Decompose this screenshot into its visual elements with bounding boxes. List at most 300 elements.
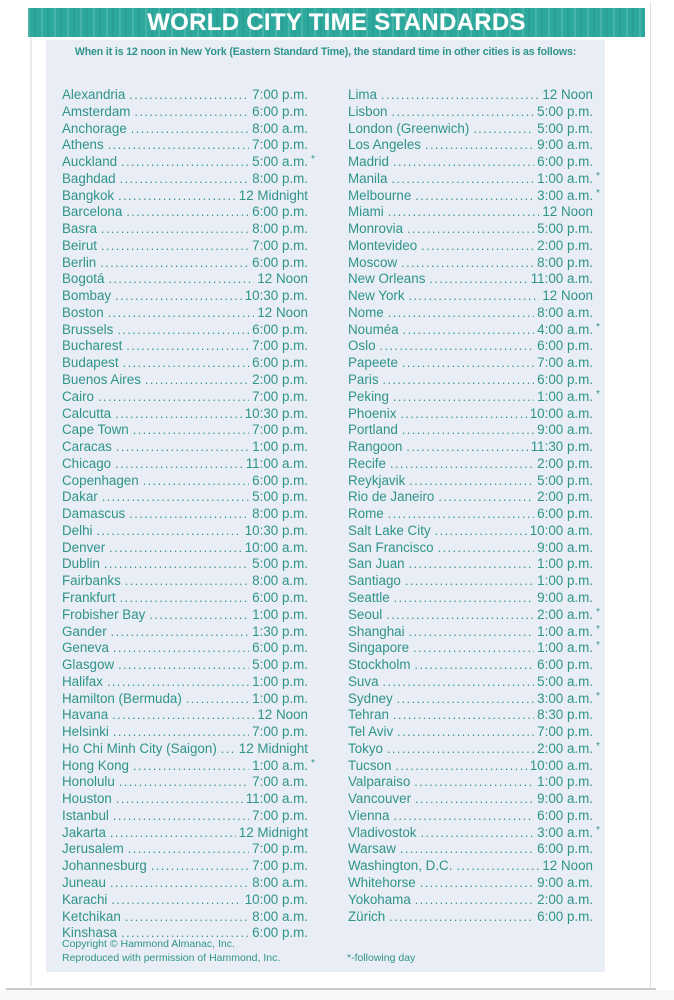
time-row: [348, 590, 603, 607]
time-row: [62, 154, 318, 171]
time-row: [62, 691, 318, 708]
dot-leader: [101, 221, 249, 236]
time-row: [62, 473, 318, 490]
dot-leader: [409, 556, 535, 571]
time-row: [62, 221, 318, 238]
dot-leader: [391, 171, 534, 186]
city-name: San Francisco: [348, 539, 434, 555]
dot-leader: [393, 808, 534, 823]
time-value: 2:00 a.m.: [537, 606, 593, 622]
city-name: Peking: [348, 388, 389, 404]
city-name: Denver: [62, 539, 106, 555]
dot-leader: [108, 271, 254, 286]
dot-leader: [388, 506, 534, 521]
time-row: [62, 288, 318, 305]
time-value: 11:00 a.m.: [245, 791, 308, 807]
dot-leader: [100, 255, 249, 270]
dot-leader: [400, 406, 526, 421]
time-row: [348, 338, 603, 355]
time-value: 8:00 p.m.: [252, 170, 308, 186]
time-row: [348, 540, 603, 557]
content-panel: [46, 40, 605, 972]
time-value: 9:00 a.m.: [537, 791, 593, 807]
dot-leader: [395, 758, 526, 773]
city-name: Berlin: [62, 254, 97, 270]
time-row: [348, 188, 603, 205]
time-row: [348, 137, 603, 154]
time-row: [348, 909, 603, 926]
dot-leader: [420, 825, 534, 840]
time-row: [348, 758, 603, 775]
time-value: 5:00 p.m.: [537, 120, 593, 136]
time-row: [62, 624, 318, 641]
time-row: [62, 707, 318, 724]
city-name: Nome: [348, 304, 384, 320]
next-day-marker: *: [596, 690, 600, 702]
time-value: 6:00 p.m.: [252, 103, 308, 119]
time-row: [62, 808, 318, 825]
time-value: 6:00 p.m.: [537, 908, 593, 924]
time-row: [62, 389, 318, 406]
time-row: [62, 506, 318, 523]
city-name: Stockholm: [348, 657, 411, 673]
city-name: Frobisher Bay: [62, 606, 146, 622]
city-name: Houston: [62, 791, 112, 807]
city-name: Honolulu: [62, 774, 115, 790]
time-row: [348, 489, 603, 506]
time-value: 8:00 a.m.: [252, 120, 308, 136]
dot-leader: [425, 137, 534, 152]
time-value: 12 Midnight: [238, 824, 308, 840]
dot-leader: [133, 758, 249, 773]
dot-leader: [101, 238, 249, 253]
time-value: 1:00 p.m.: [537, 573, 593, 589]
time-value: 12 Noon: [257, 271, 308, 287]
time-value: 4:00 a.m.: [537, 321, 593, 337]
city-name: Lima: [348, 87, 378, 102]
time-value: 1:00 p.m.: [252, 673, 308, 689]
next-day-marker: *: [596, 187, 600, 199]
city-name: Manila: [348, 170, 388, 186]
time-row: [348, 657, 603, 674]
dot-leader: [119, 774, 249, 789]
time-row: [62, 523, 318, 540]
city-name: Boston: [62, 304, 104, 320]
city-name: Vienna: [348, 807, 390, 823]
time-row: [348, 238, 603, 255]
dot-leader: [381, 87, 539, 102]
time-row: [348, 305, 603, 322]
dot-leader: [402, 355, 534, 370]
city-name: London (Greenwich): [348, 120, 470, 136]
time-value: 9:00 a.m.: [537, 874, 593, 890]
dot-leader: [394, 590, 534, 605]
time-value: 7:00 p.m.: [252, 338, 308, 354]
city-name: Kinshasa: [62, 925, 118, 941]
time-value: 7:00 p.m.: [252, 388, 308, 404]
dot-leader: [388, 305, 534, 320]
time-row: [62, 875, 318, 892]
time-value: 12 Noon: [257, 304, 308, 320]
time-row: [348, 741, 603, 758]
dot-leader: [118, 188, 236, 203]
time-value: 7:00 a.m.: [252, 774, 308, 790]
dot-leader: [125, 909, 249, 924]
time-value: 5:00 p.m.: [537, 221, 593, 237]
time-row: [348, 858, 603, 875]
time-value: 8:00 p.m.: [537, 254, 593, 270]
time-row: [62, 841, 318, 858]
city-name: Chicago: [62, 455, 112, 471]
time-value: 11:30 p.m.: [530, 439, 593, 455]
next-day-marker: *: [596, 388, 600, 400]
dot-leader: [115, 456, 243, 471]
time-row: [348, 691, 603, 708]
dot-leader: [406, 439, 527, 454]
city-name: Copenhagen: [62, 472, 139, 488]
time-row: [348, 221, 603, 238]
dot-leader: [97, 523, 242, 538]
intro-line: When it is 12 noon in New York (Eastern Standard Time), the standard time in other cities is as follows:: [74, 46, 577, 58]
time-row: [62, 724, 318, 741]
time-value: 3:00 a.m.: [537, 824, 593, 840]
dot-leader: [397, 691, 535, 706]
time-row: [348, 875, 603, 892]
dot-leader: [409, 288, 540, 303]
city-name: Baghdad: [62, 170, 116, 186]
time-value: 6:00 p.m.: [537, 657, 593, 673]
time-value: 3:00 a.m.: [537, 690, 593, 706]
time-value: 2:00 a.m.: [537, 740, 593, 756]
dot-leader: [118, 657, 249, 672]
city-name: Geneva: [62, 640, 109, 656]
time-row: [62, 271, 318, 288]
city-name: Halifax: [62, 673, 103, 689]
dot-leader: [401, 255, 534, 270]
next-day-marker: *: [596, 623, 600, 635]
time-row: [62, 540, 318, 557]
time-row: [62, 657, 318, 674]
time-value: 1:00 p.m.: [252, 690, 308, 706]
time-value: 1:00 a.m.: [537, 623, 593, 639]
dot-leader: [113, 724, 249, 739]
dot-leader: [421, 238, 534, 253]
time-row: [348, 87, 603, 104]
dot-leader: [149, 607, 249, 622]
dot-leader: [145, 372, 249, 387]
dot-leader: [117, 322, 249, 337]
time-row: [62, 674, 318, 691]
time-value: 2:00 p.m.: [537, 237, 593, 253]
city-name: Ho Chi Minh City (Saigon): [62, 740, 217, 756]
city-name: Phoenix: [348, 405, 397, 421]
time-row: [62, 892, 318, 909]
city-name: Budapest: [62, 355, 119, 371]
city-name: New York: [348, 288, 405, 304]
dot-leader: [111, 892, 241, 907]
city-name: Tehran: [348, 707, 389, 723]
city-name: Buenos Aires: [62, 372, 141, 388]
dot-leader: [407, 221, 534, 236]
time-value: 10:00 a.m.: [529, 405, 593, 421]
city-name: Vladivostok: [348, 824, 417, 840]
time-row: [348, 774, 603, 791]
copyright-line-2: Reproduced with permission of Hammond, Inc.: [62, 951, 281, 964]
city-name: Hong Kong: [62, 757, 130, 773]
time-row: [348, 573, 603, 590]
dot-leader: [151, 858, 249, 873]
city-name: Karachi: [62, 891, 108, 907]
dot-leader: [113, 808, 249, 823]
city-name: Gander: [62, 623, 107, 639]
city-name: Juneau: [62, 874, 106, 890]
time-row: [348, 439, 603, 456]
city-name: Tokyo: [348, 740, 383, 756]
scan-background: [0, 990, 674, 1000]
city-name: Suva: [348, 673, 379, 689]
time-row: [62, 305, 318, 322]
time-value: 2:00 a.m.: [537, 891, 593, 907]
city-name: Montevideo: [348, 237, 418, 253]
copyright-notice: [62, 938, 280, 965]
time-value: 8:00 a.m.: [252, 874, 308, 890]
time-value: 12 Noon: [542, 858, 593, 874]
time-row: [62, 406, 318, 423]
dot-leader: [143, 473, 249, 488]
city-name: Istanbul: [62, 807, 109, 823]
city-name: Amsterdam: [62, 103, 131, 119]
time-row: [62, 573, 318, 590]
city-name: Delhi: [62, 522, 93, 538]
time-row: [62, 121, 318, 138]
next-day-marker: *: [596, 321, 600, 333]
time-value: 10:30 p.m.: [244, 522, 308, 538]
time-value: 6:00 p.m.: [252, 204, 308, 220]
city-name: Sydney: [348, 690, 393, 706]
dot-leader: [112, 707, 254, 722]
city-name: San Juan: [348, 556, 405, 572]
city-name: New Orleans: [348, 271, 426, 287]
time-row: [348, 556, 603, 573]
dot-leader: [131, 121, 249, 136]
dot-leader: [438, 489, 534, 504]
time-row: [348, 791, 603, 808]
city-name: Nouméa: [348, 321, 399, 337]
city-name: Bangkok: [62, 187, 115, 203]
time-value: 1:00 a.m.: [537, 388, 593, 404]
time-value: 12 Noon: [542, 204, 593, 220]
time-row: [62, 104, 318, 121]
time-value: 5:00 p.m.: [537, 103, 593, 119]
dot-leader: [107, 674, 249, 689]
dot-leader: [390, 456, 534, 471]
time-row: [348, 841, 603, 858]
city-name: Madrid: [348, 154, 389, 170]
time-row: [348, 422, 603, 439]
city-name: Anchorage: [62, 120, 127, 136]
dot-leader: [435, 523, 527, 538]
city-name: Valparaiso: [348, 774, 411, 790]
time-value: 8:00 p.m.: [252, 221, 308, 237]
time-row: [348, 707, 603, 724]
time-value: 6:00 p.m.: [537, 506, 593, 522]
dot-leader: [108, 305, 255, 320]
dot-leader: [126, 204, 249, 219]
city-name: Santiago: [348, 573, 401, 589]
dot-leader: [393, 389, 534, 404]
dot-leader: [415, 892, 534, 907]
time-row: [348, 121, 603, 138]
time-value: 12 Noon: [542, 87, 593, 102]
city-name: Moscow: [348, 254, 398, 270]
city-name: Tel Aviv: [348, 724, 394, 740]
dot-leader: [389, 909, 534, 924]
time-value: 10:00 a.m.: [529, 757, 593, 773]
dot-leader: [388, 204, 540, 219]
time-row: [62, 556, 318, 573]
dot-leader: [391, 104, 534, 119]
time-row: [62, 640, 318, 657]
time-row: [348, 825, 603, 842]
time-value: 6:00 p.m.: [252, 355, 308, 371]
time-row: [348, 640, 603, 657]
city-name: Dublin: [62, 556, 100, 572]
dot-leader: [104, 556, 249, 571]
time-value: 7:00 p.m.: [252, 87, 308, 102]
time-row: [348, 473, 603, 490]
dot-leader: [386, 607, 534, 622]
time-row: [348, 523, 603, 540]
city-name: Calcutta: [62, 405, 112, 421]
city-name: Frankfurt: [62, 589, 116, 605]
city-name: Papeete: [348, 355, 398, 371]
dot-leader: [393, 154, 534, 169]
city-name: Shanghai: [348, 623, 405, 639]
time-row: [62, 188, 318, 205]
time-row: [62, 338, 318, 355]
page-edge-right: [650, 2, 651, 988]
time-value: 6:00 p.m.: [252, 472, 308, 488]
dot-leader: [116, 791, 243, 806]
time-value: 12 Noon: [257, 707, 308, 723]
time-value: 6:00 p.m.: [537, 154, 593, 170]
time-row: [62, 825, 318, 842]
city-name: Lisbon: [348, 103, 388, 119]
dot-leader: [115, 288, 242, 303]
dot-leader: [125, 573, 249, 588]
time-row: [348, 506, 603, 523]
city-name: Bucharest: [62, 338, 123, 354]
next-day-marker: *: [596, 640, 600, 652]
city-name: Damascus: [62, 506, 126, 522]
time-row: [348, 255, 603, 272]
time-value: 1:00 p.m.: [252, 439, 308, 455]
city-name: Seattle: [348, 589, 390, 605]
city-name: Cape Town: [62, 422, 129, 438]
time-row: [348, 808, 603, 825]
time-row: [62, 87, 318, 104]
dot-leader: [221, 741, 236, 756]
city-name: Rio de Janeiro: [348, 489, 435, 505]
dot-leader: [415, 791, 534, 806]
city-name: Recife: [348, 455, 386, 471]
city-name: Helsinki: [62, 724, 109, 740]
time-row: [62, 355, 318, 372]
city-name: Bogotá: [62, 271, 105, 287]
city-name: Ketchikan: [62, 908, 121, 924]
dot-leader: [383, 674, 535, 689]
time-row: [348, 154, 603, 171]
time-row: [62, 456, 318, 473]
time-row: [348, 892, 603, 909]
time-row: [62, 255, 318, 272]
time-value: 8:00 p.m.: [252, 506, 308, 522]
city-name: Brussels: [62, 321, 114, 337]
time-row: [348, 355, 603, 372]
time-value: 9:00 a.m.: [537, 137, 593, 153]
time-value: 5:00 p.m.: [537, 472, 593, 488]
time-value: 11:00 a.m.: [245, 455, 308, 471]
time-row: [62, 791, 318, 808]
time-value: 1:00 a.m.: [537, 170, 593, 186]
time-value: 1:30 p.m.: [252, 623, 308, 639]
dot-leader: [415, 657, 535, 672]
dot-leader: [98, 389, 249, 404]
dot-leader: [110, 875, 249, 890]
time-value: 8:00 a.m.: [252, 908, 308, 924]
dot-leader: [109, 540, 242, 555]
dot-leader: [129, 506, 249, 521]
time-row: [62, 238, 318, 255]
city-name: Warsaw: [348, 841, 396, 857]
time-value: 7:00 p.m.: [537, 724, 593, 740]
time-row: [62, 607, 318, 624]
dot-leader: [120, 590, 250, 605]
time-value: 6:00 p.m.: [252, 321, 308, 337]
time-value: 7:00 p.m.: [252, 858, 308, 874]
dot-leader: [380, 338, 535, 353]
city-name: Monrovia: [348, 221, 404, 237]
city-name: Rome: [348, 506, 384, 522]
dot-leader: [133, 422, 249, 437]
time-row: [348, 624, 603, 641]
time-row: [348, 288, 603, 305]
time-value: 12 Noon: [542, 288, 593, 304]
time-value: 5:00 p.m.: [252, 657, 308, 673]
city-name: Dakar: [62, 489, 98, 505]
dot-leader: [126, 338, 249, 353]
time-value: 5:00 a.m.: [537, 673, 593, 689]
time-value: 12 Midnight: [238, 740, 308, 756]
time-value: 1:00 a.m.: [252, 757, 308, 773]
time-row: [62, 489, 318, 506]
time-row: [62, 372, 318, 389]
dot-leader: [397, 724, 534, 739]
time-value: 9:00 a.m.: [537, 589, 593, 605]
time-value: 8:00 a.m.: [252, 573, 308, 589]
city-name: Caracas: [62, 439, 112, 455]
time-value: 10:30 p.m.: [244, 288, 308, 304]
time-value: 7:00 p.m.: [252, 137, 308, 153]
city-name: Barcelona: [62, 204, 123, 220]
time-value: 5:00 p.m.: [252, 556, 308, 572]
next-day-marker: *: [311, 757, 315, 769]
time-row: [62, 171, 318, 188]
city-name: Miami: [348, 204, 384, 220]
time-value: 6:00 p.m.: [537, 338, 593, 354]
city-name: Seoul: [348, 606, 383, 622]
time-row: [62, 858, 318, 875]
